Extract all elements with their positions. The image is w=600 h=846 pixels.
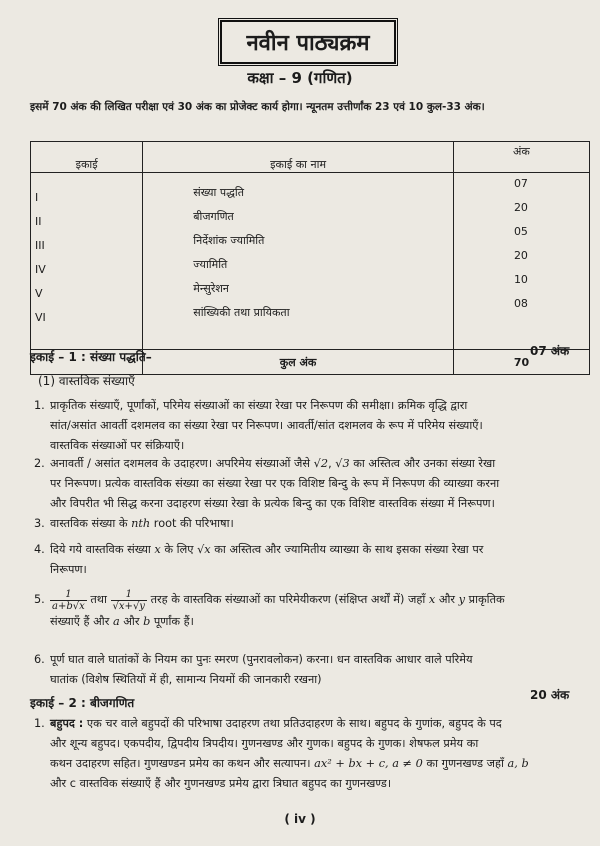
unit1-marks: 07 अंक — [530, 344, 570, 358]
math-y: y — [458, 593, 466, 606]
math-b: b — [143, 615, 151, 628]
math-quadratic: ax² + bx + c, a ≠ 0 — [314, 757, 423, 770]
marks-cell — [453, 173, 589, 350]
unit-roman: III — [35, 239, 45, 252]
unit-marks: 10 — [513, 273, 528, 286]
math-x: x — [428, 593, 436, 606]
math-sqrtx: √x — [197, 543, 211, 556]
text-line: पर निरूपण। प्रत्येक वास्तविक संख्या का संख्या रेखा पर एक विशिष्ट बिन्दु के रूप में निरूपण की व्याख्या करना — [50, 477, 500, 490]
unit1-item-2 — [34, 454, 600, 514]
item-number: 5. — [34, 593, 45, 606]
unit-names-cell — [143, 173, 454, 350]
item-number: 3. — [34, 517, 45, 530]
text-segment: का अस्तित्व और ज्यामितीय व्याख्या के साथ इसका संख्या रेखा पर — [214, 543, 484, 556]
item-number: 2. — [34, 457, 45, 470]
unit2-item-1 — [34, 714, 600, 794]
text-line: और विपरीत भी सिद्ध करना उदाहरण संख्या रेखा के प्रत्येक बिन्दु का एक विशिष्ट वास्तविक संख्या में निरूपण। — [50, 497, 495, 510]
total-label: कुल अंक — [143, 350, 454, 375]
text-line: अनावर्ती / असांत दशमलव के उदाहरण। अपरिमेय संख्याओं जैसे √2, √3 का अस्तित्व और उनका संख्या रेखा — [50, 457, 496, 470]
text-line — [50, 540, 600, 560]
header-unit-name: इकाई का नाम — [143, 142, 454, 173]
table-body-row — [31, 173, 590, 350]
text-line — [50, 612, 600, 632]
text-line — [50, 588, 600, 612]
text-segment: एक चर वाले बहुपदों की परिभाषा उदाहरण तथा प्रतिउदाहरण के साथ। बहुपद के गुणांक, बहुपद के पद — [86, 717, 502, 730]
unit-marks: 08 — [513, 297, 528, 310]
class-subtitle: कक्षा – 9 (गणित) — [247, 69, 353, 87]
unit-marks: 20 — [513, 201, 528, 214]
text-line: और शून्य बहुपद। एकपदीय, द्विपदीय त्रिपदीय। गुणनखण्ड और गुणक। बहुपद के गुणक। शेषफल प्रमेय का — [50, 737, 479, 750]
text-segment: वास्तविक संख्या के — [50, 517, 128, 530]
unit-roman: V — [35, 287, 43, 300]
item-number: 4. — [34, 543, 45, 556]
fraction-1 — [50, 589, 87, 612]
unit1-item-1 — [34, 396, 600, 456]
math-nth: nth — [131, 517, 151, 530]
item-number: 6. — [34, 653, 45, 666]
page-title: नवीन पाठ्यक्रम — [218, 18, 398, 66]
unit1-item-3 — [34, 514, 600, 534]
math-a: a — [112, 615, 120, 628]
text-segment: root की परिभाषा। — [153, 517, 234, 530]
fraction-2 — [111, 589, 147, 612]
text-line: प्राकृतिक संख्याएँ, पूर्णांकों, परिमेय संख्याओं का संख्या रेखा पर निरूपण की समीक्षा। क्रमिक वृद्धि द्वारा — [50, 399, 468, 412]
unit-marks: 20 — [513, 249, 528, 262]
unit-name: संख्या पद्धति — [193, 186, 245, 199]
header-unit: इकाई — [31, 142, 143, 173]
text-segment: का गुणनखण्ड जहाँ — [426, 757, 504, 770]
math-ab: a, b — [507, 757, 529, 770]
text-segment: और — [438, 593, 456, 606]
text-line: सांत/असांत आवर्ती दशमलव का संख्या रेखा पर निरूपण। आवर्ती/सांत दशमलव के रूप में परिमेय संख्याएँ। — [50, 419, 483, 432]
header-marks-label: अंक — [513, 145, 530, 158]
math-x: x — [154, 543, 161, 556]
unit-marks: 05 — [513, 225, 528, 238]
unit1-item-6 — [34, 650, 600, 690]
text-segment: पूर्णांक हैं। — [153, 615, 194, 628]
text-segment: तथा — [90, 593, 107, 606]
unit2-heading: इकाई – 2 : बीजगणित — [30, 696, 135, 710]
unit-name: ज्यामिति — [193, 258, 228, 271]
text-segment: कथन उदाहरण सहित। गुणखण्डन प्रमेय का कथन और सत्यापन। — [50, 757, 311, 770]
text-segment: और — [123, 615, 140, 628]
unit1-item-5 — [34, 588, 600, 632]
fraction-denominator: √x+√y — [112, 600, 145, 612]
text-line — [50, 714, 600, 734]
unit-name: मेन्सुरेशन — [193, 282, 229, 295]
units-cell — [31, 173, 143, 350]
header-marks — [453, 142, 589, 173]
text-segment: संख्याएँ हैं और — [50, 615, 110, 628]
text-line: वास्तविक संख्याओं पर संक्रियाएँ। — [50, 439, 185, 452]
text-segment: तरह के वास्तविक संख्याओं का परिमेयीकरण (संक्षिप्त अर्थों में) जहाँ — [150, 593, 426, 606]
unit-roman: IV — [35, 263, 46, 276]
fraction-numerator: 1 — [50, 589, 87, 601]
text-segment: का अस्तित्व और उनका संख्या रेखा — [353, 457, 496, 470]
text-line: निरूपण। — [50, 563, 87, 576]
intro-text: इसमें 70 अंक की लिखित परीक्षा एवं 30 अंक का प्रोजेक्ट कार्य होगा। न्यूनतम उत्तीर्णांक 23 एवं 10 कुल-33 अंक। — [30, 101, 485, 113]
math-sqrt3: √3 — [335, 457, 350, 470]
unit1-heading: इकाई – 1 : संख्या पद्धति– — [30, 350, 152, 364]
term-heading: बहुपद : — [50, 717, 84, 730]
unit-marks: 07 — [513, 177, 528, 190]
text-line: और c वास्तविक संख्याएँ हैं और गुणनखण्ड प्रमेय द्वारा त्रिघात बहुपद का गुणनखण्ड। — [50, 777, 392, 790]
unit2-marks: 20 अंक — [530, 688, 570, 702]
unit-roman: I — [35, 191, 39, 204]
unit-roman: II — [35, 215, 42, 228]
item-number: 1. — [34, 399, 45, 412]
text-segment: के लिए — [164, 543, 194, 556]
unit-roman: VI — [35, 311, 46, 324]
item-number: 1. — [34, 717, 45, 730]
fraction-numerator: 1 — [111, 589, 147, 601]
text-segment: प्राकृतिक — [468, 593, 505, 606]
fraction-denominator: a+b√x — [52, 600, 85, 612]
text-segment: अनावर्ती / असांत दशमलव के उदाहरण। अपरिमेय संख्याओं जैसे — [50, 457, 311, 470]
text-segment: दिये गये वास्तविक संख्या — [50, 543, 151, 556]
unit-name: निर्देशांक ज्यामिति — [193, 234, 265, 247]
unit-name: बीजगणित — [193, 210, 234, 223]
page-number: ( iv ) — [284, 812, 316, 826]
text-line — [50, 754, 600, 774]
marks-table — [30, 141, 590, 375]
total-marks: 70 — [453, 350, 589, 375]
unit1-item-4 — [34, 540, 600, 580]
unit1-subheading: (1) वास्तविक संख्याएँ — [38, 374, 135, 388]
unit-name: सांख्यिकी तथा प्रायिकता — [193, 306, 290, 319]
text-line: पूर्ण घात वाले घातांकों के नियम का पुनः स्मरण (पुनरावलोकन) करना। धन वास्तविक आधार वाले परिमेय — [50, 653, 473, 666]
math-sqrt2: √2 — [313, 457, 329, 470]
text-line: घातांक (विशेष स्थितियों में ही, सामान्य नियमों की जानकारी रखना) — [50, 673, 322, 686]
table-header-row — [31, 142, 590, 173]
